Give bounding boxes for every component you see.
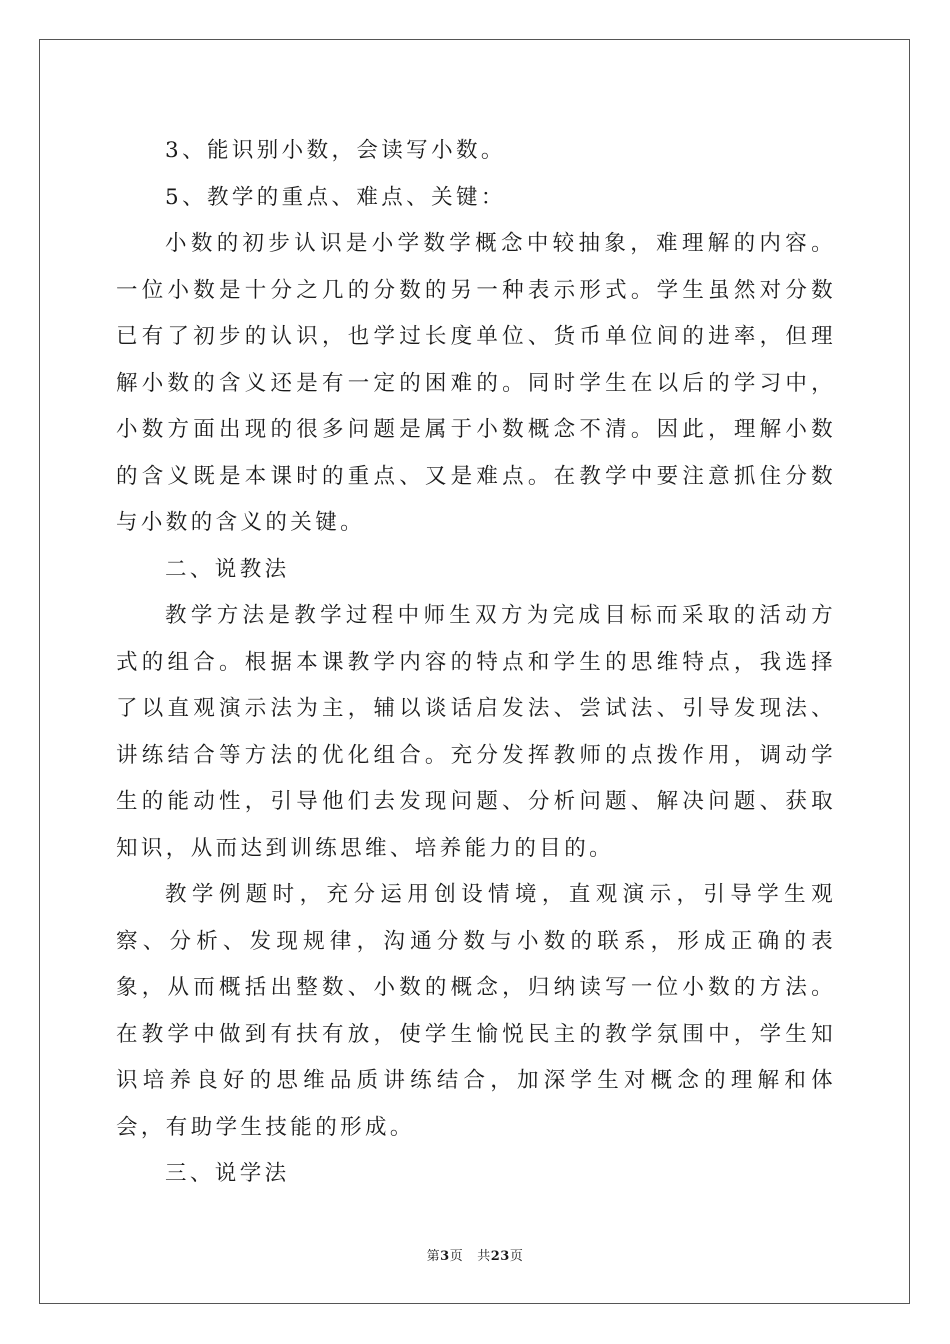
- page-number: 3: [440, 1249, 450, 1264]
- paragraph-example-teaching: 教学例题时，充分运用创设情境，直观演示，引导学生观察、分析、发现规律，沟通分数与小数的联系，形成正确的表象，从而概括出整数、小数的概念，归纳读写一位小数的方法。在教学中做到有扶有放，使学生愉悦民主的教学氛围中，学生知识培养良好的思维品质讲练结合，加深学生对概念的理解和体会，有助学生技能的形成。: [116, 882, 836, 1140]
- section-heading-learning-method: 三、说学法: [165, 1161, 290, 1186]
- paragraph-objective-3: 3、能识别小数，会读写小数。: [165, 138, 506, 163]
- total-suffix: 页: [509, 1249, 524, 1264]
- total-prefix: 共: [477, 1249, 491, 1264]
- paragraph-key-points-heading: 5、教学的重点、难点、关键：: [165, 184, 506, 210]
- page-footer: [0, 1245, 950, 1264]
- document-body: [116, 128, 836, 1198]
- section-heading-teaching-method: 二、说教法: [165, 556, 290, 582]
- page-prefix: 第: [426, 1249, 441, 1264]
- page-suffix: 页: [449, 1249, 464, 1264]
- paragraph-teaching-method: 教学方法是教学过程中师生双方为完成目标而采取的活动方式的组合。根据本课教学内容的特点和学生的思维特点，我选择了以直观演示法为主，辅以谈话启发法、尝试法、引导发现法、讲练结合等方法的优化组合。充分发挥教师的点拨作用，调动学生的能动性，引导他们去发现问题、分析问题、解决问题、获取知识，从而达到训练思维、培养能力的目的。: [116, 603, 836, 861]
- paragraph-key-points-body: 小数的初步认识是小学数学概念中较抽象，难理解的内容。一位小数是十分之几的分数的另一种表示形式。学生虽然对分数已有了初步的认识，也学过长度单位、货币单位间的进率，但理解小数的含义还是有一定的困难的。同时学生在以后的学习中，小数方面出现的很多问题是属于小数概念不清。因此，理解小数的含义既是本课时的重点、又是难点。在教学中要注意抓住分数与小数的含义的关键。: [116, 231, 836, 535]
- total-pages: 23: [490, 1249, 510, 1264]
